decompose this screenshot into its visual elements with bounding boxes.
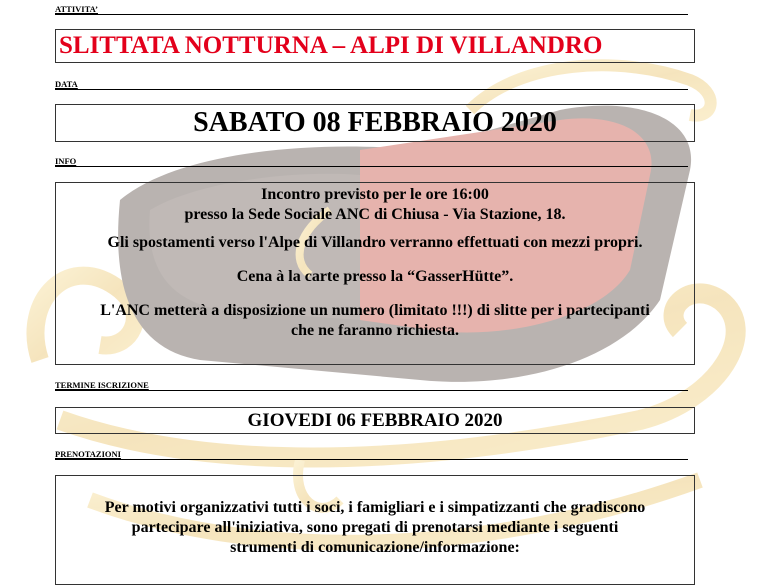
info-line-4: Cena à la carte presso la “GasserHütte”. xyxy=(236,268,514,285)
info-label: INFO xyxy=(55,156,77,166)
booking-label-row xyxy=(55,447,688,460)
booking-box xyxy=(55,475,695,585)
activity-box xyxy=(55,29,695,63)
booking-line-3: strumenti di comunicazione/informazione: xyxy=(230,539,520,556)
activity-label: ATTIVITA’ xyxy=(55,4,98,14)
deadline-label: TERMINE ISCRIZIONE xyxy=(55,380,149,390)
booking-line-2: partecipare all'iniziativa, sono pregati di prenotarsi mediante i seguenti xyxy=(131,519,619,536)
info-line-6: che ne faranno richiesta. xyxy=(291,322,459,339)
activity-title: SLITTATA NOTTURNA – ALPI DI VILLANDRO xyxy=(59,32,603,59)
info-line-5: L'ANC metterà a disposizione un numero (limitato !!!) di slitte per i partecipanti xyxy=(100,302,650,319)
deadline-label-row xyxy=(55,378,688,391)
event-date: SABATO 08 FEBBRAIO 2020 xyxy=(193,107,557,138)
date-label-row xyxy=(55,77,688,90)
date-box xyxy=(55,104,695,142)
date-label: DATA xyxy=(55,79,78,89)
activity-label-row xyxy=(55,2,688,15)
info-line-1: Incontro previsto per le ore 16:00 xyxy=(261,186,489,203)
booking-line-1: Per motivi organizzativi tutti i soci, i famigliari e i simpatizzanti che gradiscono xyxy=(104,499,646,516)
info-line-2: presso la Sede Sociale ANC di Chiusa - Via Stazione, 18. xyxy=(184,206,566,223)
info-box xyxy=(55,182,695,365)
booking-label: PRENOTAZIONI xyxy=(55,449,121,459)
deadline-box xyxy=(55,407,695,434)
deadline-date: GIOVEDI 06 FEBBRAIO 2020 xyxy=(247,410,503,431)
info-line-3: Gli spostamenti verso l'Alpe di Villandro verranno effettuati con mezzi propri. xyxy=(107,234,643,251)
info-label-row xyxy=(55,154,688,167)
